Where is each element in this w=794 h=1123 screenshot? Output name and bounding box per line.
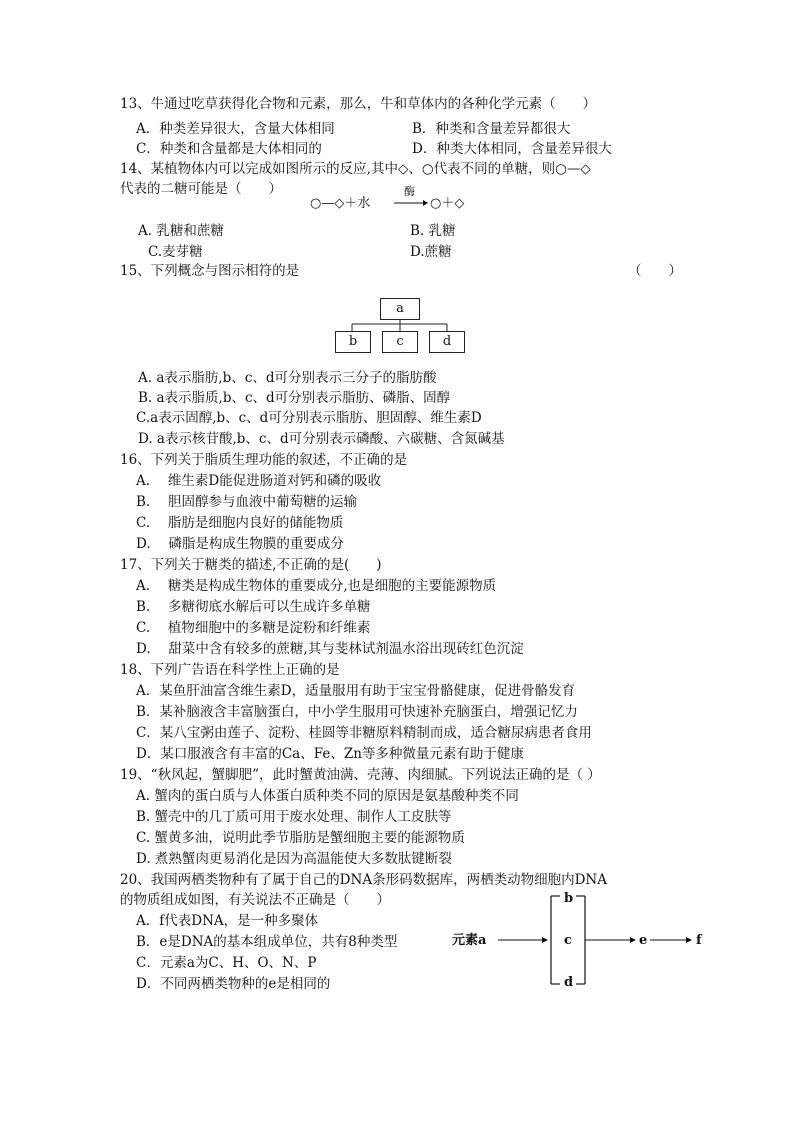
q13-option-d: D．种类大体相同，含量差异很大	[412, 141, 612, 157]
q20-option-a: A．f代表DNA，是一种多聚体	[136, 913, 319, 929]
q13-stem: 13、牛通过吃草获得化合物和元素，那么，牛和草体内的各种化学元素（ ）	[120, 96, 597, 112]
q20-diagram-lines	[450, 886, 720, 992]
q16-option-b: B. 胆固醇参与血液中葡萄糖的运输	[136, 494, 358, 510]
q15-answer-paren: （ ）	[628, 263, 682, 279]
q15-option-b: B. a表示脂质,b、c、d可分别表示脂肪、磷脂、固醇	[138, 390, 451, 406]
q19-stem: 19、“秋风起，蟹脚肥”，此时蟹黄油满、壳薄、肉细腻。下列说法正确的是（ ）	[120, 767, 601, 783]
q15-option-d: D. a表示核苷酸,b、c、d可分别表示磷酸、六碳糖、含氮碱基	[138, 431, 505, 447]
q16-option-c: C. 脂肪是细胞内良好的储能物质	[136, 515, 344, 531]
q15-concept-diagram	[330, 296, 470, 356]
q20-stem-line1: 20、我国两栖类物种有了属于自己的DNA条形码数据库，两栖类动物细胞内DNA	[120, 872, 607, 888]
reaction-reactants: ○—◇＋水	[310, 196, 371, 211]
q13-option-c: C．种类和含量都是大体相同的	[136, 141, 322, 157]
q20-option-d: D．不同两栖类物种的e是相同的	[136, 976, 331, 992]
q14-option-c: C.麦芽糖	[148, 244, 203, 260]
q17-option-d: D. 甜菜中含有较多的蔗糖,其与斐林试剂温水浴出现砖红色沉淀	[136, 641, 524, 657]
q19-option-b: B. 蟹壳中的几丁质可用于废水处理、制作人工皮肤等	[136, 809, 452, 825]
q17-option-b: B. 多糖彻底水解后可以生成许多单糖	[136, 599, 371, 615]
q15-box-d: d	[429, 331, 465, 353]
q16-option-d: D. 磷脂是构成生物膜的重要成分	[136, 536, 344, 552]
q17-stem: 17、下列关于糖类的描述,不正确的是( )	[120, 557, 382, 573]
q19-option-d: D. 煮熟蟹肉更易消化是因为高温能使大多数肽键断裂	[136, 851, 452, 867]
q20-node-c: c	[564, 933, 572, 948]
reaction-enzyme-label: 酶	[404, 185, 415, 198]
q14-reaction-equation	[310, 186, 490, 216]
q18-option-d: D．某口服液含有丰富的Ca、Fe、Zn等多种微量元素有助于健康	[136, 746, 524, 762]
q14-option-b: B. 乳糖	[410, 223, 456, 239]
q18-stem: 18、下列广告语在科学性上正确的是	[120, 662, 340, 678]
q15-box-c: c	[382, 331, 418, 353]
q18-option-c: C．某八宝粥由莲子、淀粉、桂圆等非糖原料精制而成，适合糖尿病患者食用	[136, 725, 592, 741]
q20-option-c: C．元素a为C、H、O、N、P	[136, 955, 317, 971]
q20-node-b: b	[564, 891, 574, 906]
q15-box-a: a	[380, 298, 420, 320]
q15-option-c: C.a表示固醇,b、c、d可分别表示脂肪、胆固醇、维生素D	[136, 410, 482, 426]
q20-node-e: e	[639, 933, 648, 948]
q13-option-b: B．种类和含量差异都很大	[412, 121, 571, 137]
q19-option-c: C. 蟹黄多油，说明此季节脂肪是蟹细胞主要的能源物质	[136, 830, 465, 846]
q15-option-a: A. a表示脂肪,b、c、d可分别表示三分子的脂肪酸	[138, 370, 437, 386]
q19-option-a: A. 蟹肉的蛋白质与人体蛋白质种类不同的原因是氨基酸种类不同	[136, 788, 519, 804]
q14-option-d: D.蔗糖	[410, 244, 452, 260]
q20-node-f: f	[696, 933, 702, 948]
q18-option-a: A．某鱼肝油富含维生素D，适量服用有助于宝宝骨骼健康，促进骨骼发育	[136, 683, 576, 699]
q18-option-b: B．某补脑液含丰富脑蛋白，中小学生服用可快速补充脑蛋白，增强记忆力	[136, 704, 578, 720]
q20-composition-diagram	[450, 886, 720, 992]
q15-box-b: b	[335, 331, 371, 353]
q16-option-a: A. 维生素D能促进肠道对钙和磷的吸收	[136, 473, 382, 489]
q16-stem: 16、下列关于脂质生理功能的叙述，不正确的是	[120, 452, 408, 468]
reaction-arrow-icon	[394, 199, 428, 207]
q15-stem: 15、下列概念与图示相符的是	[120, 263, 300, 279]
q14-stem-line2: 代表的二糖可能是（ ）	[120, 181, 282, 197]
reaction-products: ○＋◇	[430, 196, 465, 211]
q14-option-a: A. 乳糖和蔗糖	[138, 223, 224, 239]
q17-option-a: A. 糖类是构成生物体的重要成分,也是细胞的主要能源物质	[136, 578, 497, 594]
q13-option-a: A．种类差异很大，含量大体相同	[136, 121, 335, 137]
q20-node-d: d	[564, 975, 574, 990]
q17-option-c: C. 植物细胞中的多糖是淀粉和纤维素	[136, 620, 371, 636]
q20-stem-line2: 的物质组成如图，有关说法不正确是（ ）	[120, 892, 390, 908]
q14-stem-line1: 14、某植物体内可以完成如图所示的反应,其中◇、○代表不同的单糖，则○—◇	[120, 161, 591, 177]
q20-source-label: 元素a	[452, 933, 487, 948]
q20-option-b: B．e是DNA的基本组成单位，共有8种类型	[136, 934, 398, 950]
